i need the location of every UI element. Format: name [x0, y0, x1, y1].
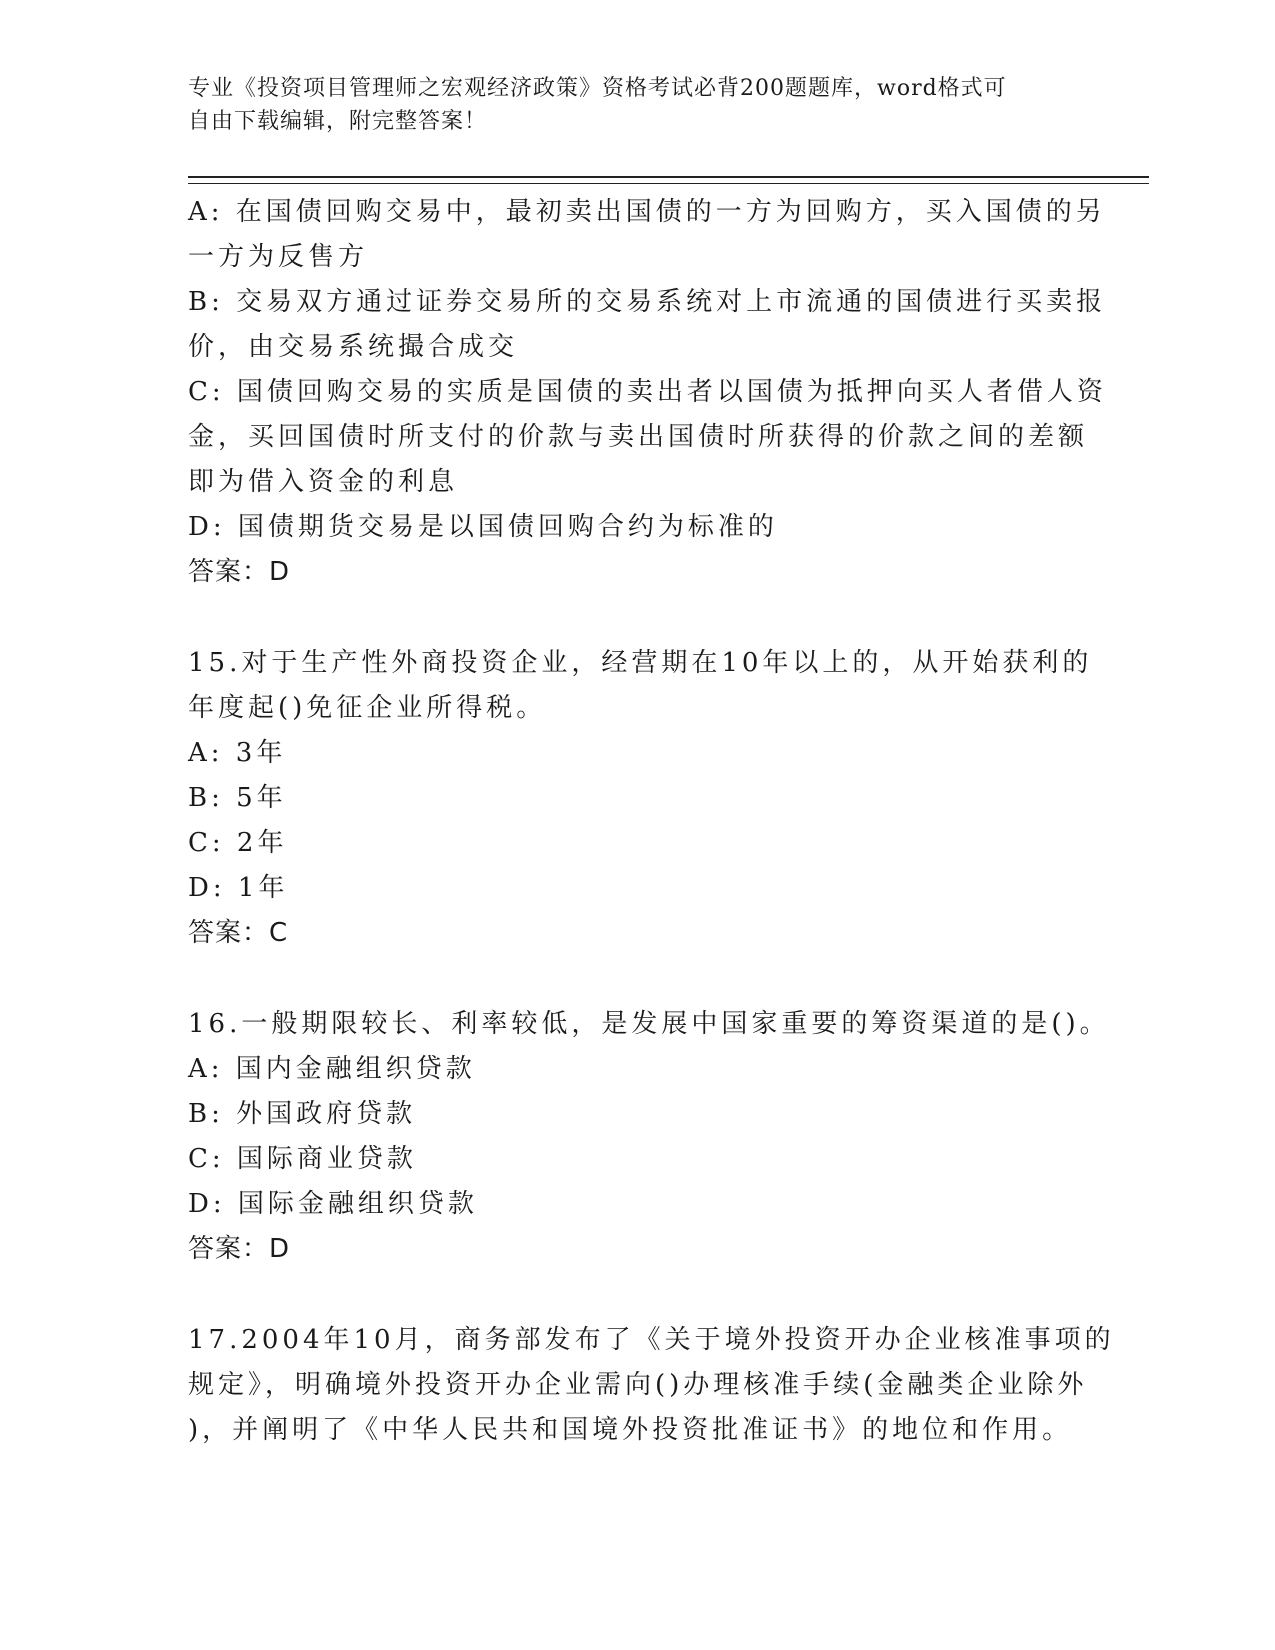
question-16-line-1: 16.一般期限较长、利率较低，是发展中国家重要的筹资渠道的是()。 [188, 1009, 1110, 1039]
option-a: A: 3年 [188, 738, 287, 768]
header-rule-thin [188, 183, 1149, 184]
option-d: D: 1年 [188, 873, 289, 903]
answer-16: 答案：D [188, 1234, 291, 1264]
option-c: C: 国际商业贷款 [188, 1144, 417, 1174]
answer-15: 答案：C [188, 918, 289, 948]
spacer [188, 1272, 1088, 1318]
question-15-line-1: 15.对于生产性外商投资企业，经营期在10年以上的，从开始获利的 [188, 648, 1093, 678]
question-14-options [188, 190, 1107, 595]
question-15-line-2: 年度起()免征企业所得税。 [188, 693, 547, 723]
question-17-line-1: 17.2004年10月，商务部发布了《关于境外投资开办企业核准事项的 [188, 1325, 1115, 1355]
option-c-line-1: C: 国债回购交易的实质是国债的卖出者以国债为抵押向买人者借人资 [188, 377, 1107, 407]
question-content [188, 190, 1115, 1453]
header-line-1: 专业《投资项目管理师之宏观经济政策》资格考试必背200题题库，word格式可 [188, 76, 1007, 101]
option-b: B: 5年 [188, 783, 287, 813]
option-b-line-2: 价，由交易系统撮合成交 [188, 332, 519, 362]
question-17-line-2: 规定》，明确境外投资开办企业需向()办理核准手续(金融类企业除外 [188, 1370, 1088, 1400]
document-header [188, 72, 1088, 138]
option-a-line-2: 一方为反售方 [188, 242, 369, 272]
question-17-line-3: )，并阐明了《中华人民共和国境外投资批准证书》的地位和作用。 [188, 1415, 1073, 1445]
header-rule-thick [188, 176, 1149, 178]
question-17 [188, 1318, 1115, 1453]
spacer [188, 956, 1088, 1002]
header-line-2: 自由下载编辑，附完整答案！ [188, 109, 488, 134]
question-16 [188, 1002, 1110, 1272]
option-d: D: 国际金融组织贷款 [188, 1189, 478, 1219]
question-15 [188, 641, 1093, 956]
option-c-line-3: 即为借入资金的利息 [188, 467, 459, 497]
option-a-line-1: A: 在国债回购交易中，最初卖出国债的一方为回购方，买入国债的另 [188, 197, 1106, 227]
answer-14: 答案：D [188, 557, 291, 587]
option-b: B: 外国政府贷款 [188, 1099, 417, 1129]
spacer [188, 595, 1088, 641]
option-d-line-1: D: 国债期货交易是以国债回购合约为标准的 [188, 512, 778, 542]
option-c-line-2: 金，买回国债时所支付的价款与卖出国债时所获得的价款之间的差额 [188, 422, 1089, 452]
option-a: A: 国内金融组织贷款 [188, 1054, 476, 1084]
option-b-line-1: B: 交易双方通过证券交易所的交易系统对上市流通的国债进行买卖报 [188, 287, 1107, 317]
option-c: C: 2年 [188, 828, 288, 858]
